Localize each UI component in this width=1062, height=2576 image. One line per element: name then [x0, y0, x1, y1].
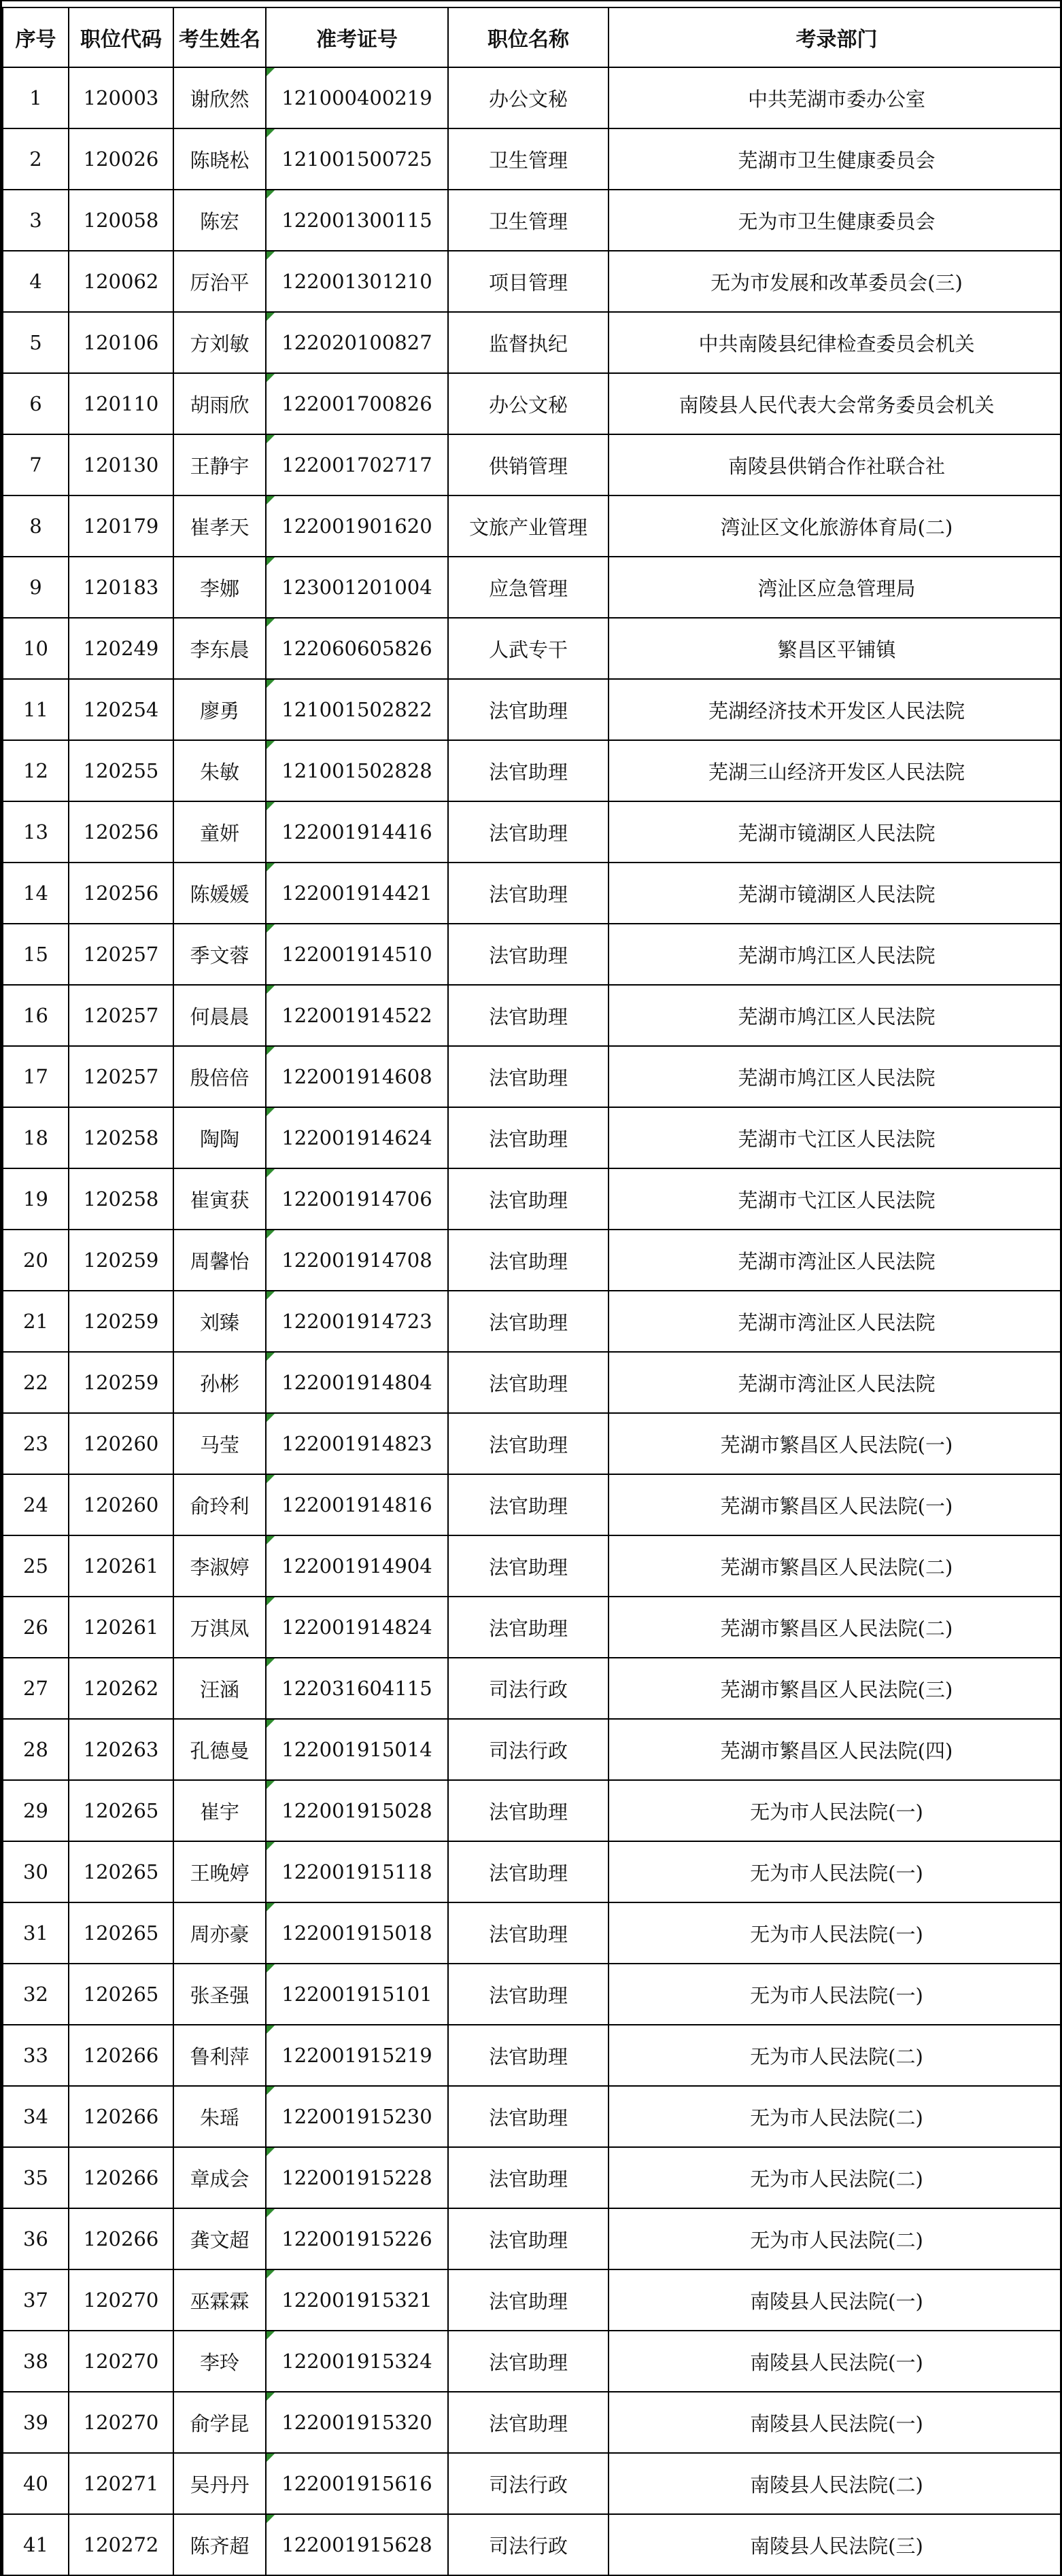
candidate-name-cell: 陈宏: [173, 190, 266, 251]
position-code-cell: 120261: [69, 1535, 173, 1597]
department-cell: 无为市人民法院(一): [609, 1841, 1062, 1902]
header-position-code: 职位代码: [69, 7, 173, 67]
position-name-cell: 法官助理: [448, 2331, 609, 2392]
exam-id-cell: 122001915018: [266, 1902, 448, 1964]
exam-id-cell: 122001914608: [266, 1046, 448, 1107]
candidate-name-cell: 童妍: [173, 801, 266, 863]
department-cell: 芜湖三山经济开发区人民法院: [609, 740, 1062, 801]
candidate-name-cell: 厉治平: [173, 251, 266, 312]
department-cell: 芜湖市镜湖区人民法院: [609, 801, 1062, 863]
exam-id-cell: 121001502828: [266, 740, 448, 801]
seq-cell: 33: [3, 2025, 69, 2086]
candidate-table: [2, 7, 1062, 2576]
seq-cell: 36: [3, 2208, 69, 2269]
table-body: [3, 67, 1062, 2575]
seq-cell: 15: [3, 924, 69, 985]
department-cell: 无为市卫生健康委员会: [609, 190, 1062, 251]
table-row: [3, 618, 1062, 679]
position-name-cell: 法官助理: [448, 1291, 609, 1352]
table-row: [3, 1413, 1062, 1474]
position-code-cell: 120257: [69, 985, 173, 1046]
position-name-cell: 司法行政: [448, 2453, 609, 2514]
candidate-name-cell: 陈媛媛: [173, 863, 266, 924]
seq-cell: 34: [3, 2086, 69, 2147]
candidate-name-cell: 马莹: [173, 1413, 266, 1474]
table-row: [3, 2208, 1062, 2269]
position-code-cell: 120254: [69, 679, 173, 740]
candidate-name-cell: 俞玲利: [173, 1474, 266, 1535]
seq-cell: 5: [3, 312, 69, 373]
department-cell: 南陵县人民法院(三): [609, 2514, 1062, 2575]
position-name-cell: 应急管理: [448, 557, 609, 618]
candidate-name-cell: 朱敏: [173, 740, 266, 801]
position-name-cell: 法官助理: [448, 1841, 609, 1902]
department-cell: 芜湖市鸠江区人民法院: [609, 924, 1062, 985]
position-code-cell: 120106: [69, 312, 173, 373]
exam-id-cell: 122060605826: [266, 618, 448, 679]
seq-cell: 39: [3, 2392, 69, 2453]
department-cell: 湾沚区文化旅游体育局(二): [609, 495, 1062, 557]
exam-id-cell: 122001915321: [266, 2269, 448, 2331]
position-code-cell: 120179: [69, 495, 173, 557]
position-name-cell: 文旅产业管理: [448, 495, 609, 557]
position-code-cell: 120266: [69, 2025, 173, 2086]
table-row: [3, 1780, 1062, 1841]
seq-cell: 8: [3, 495, 69, 557]
seq-cell: 10: [3, 618, 69, 679]
position-name-cell: 法官助理: [448, 1535, 609, 1597]
header-position-name: 职位名称: [448, 7, 609, 67]
department-cell: 无为市人民法院(一): [609, 1902, 1062, 1964]
seq-cell: 30: [3, 1841, 69, 1902]
table-header-row: [3, 7, 1062, 67]
position-code-cell: 120271: [69, 2453, 173, 2514]
table-row: [3, 312, 1062, 373]
seq-cell: 19: [3, 1168, 69, 1230]
candidate-name-cell: 周亦豪: [173, 1902, 266, 1964]
position-code-cell: 120130: [69, 434, 173, 495]
candidate-name-cell: 周馨怡: [173, 1230, 266, 1291]
position-name-cell: 司法行政: [448, 2514, 609, 2575]
table-row: [3, 2514, 1062, 2575]
exam-id-cell: 121001500725: [266, 128, 448, 190]
exam-id-cell: 122001914823: [266, 1413, 448, 1474]
exam-id-cell: 122001915226: [266, 2208, 448, 2269]
exam-id-cell: 122001915028: [266, 1780, 448, 1841]
position-name-cell: 法官助理: [448, 1964, 609, 2025]
candidate-name-cell: 崔孝天: [173, 495, 266, 557]
position-code-cell: 120265: [69, 1780, 173, 1841]
exam-id-cell: 122001915219: [266, 2025, 448, 2086]
position-name-cell: 司法行政: [448, 1658, 609, 1719]
table-row: [3, 1719, 1062, 1780]
candidate-name-cell: 陶陶: [173, 1107, 266, 1168]
position-code-cell: 120062: [69, 251, 173, 312]
position-code-cell: 120262: [69, 1658, 173, 1719]
department-cell: 芜湖市弋江区人民法院: [609, 1168, 1062, 1230]
position-code-cell: 120058: [69, 190, 173, 251]
exam-id-cell: 122001300115: [266, 190, 448, 251]
position-code-cell: 120270: [69, 2331, 173, 2392]
department-cell: 无为市发展和改革委员会(三): [609, 251, 1062, 312]
candidate-name-cell: 陈晓松: [173, 128, 266, 190]
table-row: [3, 1964, 1062, 2025]
exam-id-cell: 122001915118: [266, 1841, 448, 1902]
position-name-cell: 监督执纪: [448, 312, 609, 373]
table-row: [3, 985, 1062, 1046]
position-name-cell: 法官助理: [448, 801, 609, 863]
position-name-cell: 法官助理: [448, 2392, 609, 2453]
exam-id-cell: 121001502822: [266, 679, 448, 740]
department-cell: 无为市人民法院(二): [609, 2025, 1062, 2086]
table-row: [3, 2453, 1062, 2514]
table-row: [3, 2392, 1062, 2453]
table-row: [3, 2331, 1062, 2392]
seq-cell: 37: [3, 2269, 69, 2331]
department-cell: 南陵县人民代表大会常务委员会机关: [609, 373, 1062, 434]
department-cell: 芜湖市繁昌区人民法院(一): [609, 1413, 1062, 1474]
exam-id-cell: 122001914824: [266, 1597, 448, 1658]
candidate-name-cell: 何晨晨: [173, 985, 266, 1046]
table-row: [3, 373, 1062, 434]
exam-id-cell: 122001914522: [266, 985, 448, 1046]
candidate-name-cell: 王晚婷: [173, 1841, 266, 1902]
seq-cell: 6: [3, 373, 69, 434]
position-name-cell: 法官助理: [448, 2025, 609, 2086]
exam-id-cell: 122001915228: [266, 2147, 448, 2208]
candidate-name-cell: 王静宇: [173, 434, 266, 495]
position-code-cell: 120266: [69, 2147, 173, 2208]
department-cell: 芜湖市弋江区人民法院: [609, 1107, 1062, 1168]
exam-id-cell: 122001915324: [266, 2331, 448, 2392]
candidate-name-cell: 龚文超: [173, 2208, 266, 2269]
candidate-name-cell: 季文蓉: [173, 924, 266, 985]
position-code-cell: 120266: [69, 2086, 173, 2147]
seq-cell: 27: [3, 1658, 69, 1719]
seq-cell: 4: [3, 251, 69, 312]
position-name-cell: 法官助理: [448, 1413, 609, 1474]
candidate-name-cell: 殷倍倍: [173, 1046, 266, 1107]
department-cell: 芜湖市鸠江区人民法院: [609, 1046, 1062, 1107]
candidate-name-cell: 崔宇: [173, 1780, 266, 1841]
position-name-cell: 办公文秘: [448, 67, 609, 128]
department-cell: 中共芜湖市委办公室: [609, 67, 1062, 128]
table-row: [3, 679, 1062, 740]
candidate-name-cell: 方刘敏: [173, 312, 266, 373]
exam-id-cell: 122001914723: [266, 1291, 448, 1352]
candidate-name-cell: 朱瑶: [173, 2086, 266, 2147]
table-row: [3, 740, 1062, 801]
table-row: [3, 1841, 1062, 1902]
table-row: [3, 2269, 1062, 2331]
candidate-name-cell: 章成会: [173, 2147, 266, 2208]
position-name-cell: 法官助理: [448, 2208, 609, 2269]
seq-cell: 40: [3, 2453, 69, 2514]
position-name-cell: 法官助理: [448, 1230, 609, 1291]
candidate-name-cell: 俞学昆: [173, 2392, 266, 2453]
table-row: [3, 1168, 1062, 1230]
exam-id-cell: 122020100827: [266, 312, 448, 373]
position-code-cell: 120265: [69, 1902, 173, 1964]
position-code-cell: 120026: [69, 128, 173, 190]
position-code-cell: 120259: [69, 1352, 173, 1413]
position-name-cell: 法官助理: [448, 1107, 609, 1168]
position-name-cell: 法官助理: [448, 1902, 609, 1964]
seq-cell: 2: [3, 128, 69, 190]
position-name-cell: 法官助理: [448, 863, 609, 924]
department-cell: 芜湖市繁昌区人民法院(二): [609, 1535, 1062, 1597]
header-department: 考录部门: [609, 7, 1062, 67]
department-cell: 无为市人民法院(二): [609, 2208, 1062, 2269]
position-code-cell: 120266: [69, 2208, 173, 2269]
table-row: [3, 1535, 1062, 1597]
candidate-name-cell: 汪涵: [173, 1658, 266, 1719]
seq-cell: 28: [3, 1719, 69, 1780]
position-code-cell: 120261: [69, 1597, 173, 1658]
position-name-cell: 法官助理: [448, 1168, 609, 1230]
candidate-name-cell: 张圣强: [173, 1964, 266, 2025]
candidate-name-cell: 鲁利萍: [173, 2025, 266, 2086]
position-name-cell: 法官助理: [448, 2269, 609, 2331]
seq-cell: 32: [3, 1964, 69, 2025]
position-code-cell: 120256: [69, 863, 173, 924]
exam-id-cell: 122001700826: [266, 373, 448, 434]
seq-cell: 16: [3, 985, 69, 1046]
position-name-cell: 司法行政: [448, 1719, 609, 1780]
position-code-cell: 120257: [69, 924, 173, 985]
position-name-cell: 卫生管理: [448, 190, 609, 251]
department-cell: 芜湖市卫生健康委员会: [609, 128, 1062, 190]
position-name-cell: 法官助理: [448, 1046, 609, 1107]
position-code-cell: 120260: [69, 1413, 173, 1474]
department-cell: 芜湖市鸠江区人民法院: [609, 985, 1062, 1046]
seq-cell: 3: [3, 190, 69, 251]
seq-cell: 29: [3, 1780, 69, 1841]
position-code-cell: 120263: [69, 1719, 173, 1780]
exam-id-cell: 122001915014: [266, 1719, 448, 1780]
table-row: [3, 1352, 1062, 1413]
table-row: [3, 128, 1062, 190]
department-cell: 南陵县人民法院(一): [609, 2392, 1062, 2453]
exam-id-cell: 122001914706: [266, 1168, 448, 1230]
seq-cell: 1: [3, 67, 69, 128]
header-seq: 序号: [3, 7, 69, 67]
department-cell: 中共南陵县纪律检查委员会机关: [609, 312, 1062, 373]
seq-cell: 18: [3, 1107, 69, 1168]
position-code-cell: 120003: [69, 67, 173, 128]
candidate-name-cell: 李娜: [173, 557, 266, 618]
department-cell: 芜湖市繁昌区人民法院(一): [609, 1474, 1062, 1535]
department-cell: 芜湖市湾沚区人民法院: [609, 1230, 1062, 1291]
position-name-cell: 法官助理: [448, 924, 609, 985]
exam-id-cell: 122001914624: [266, 1107, 448, 1168]
department-cell: 芜湖市繁昌区人民法院(二): [609, 1597, 1062, 1658]
table-row: [3, 1597, 1062, 1658]
position-name-cell: 法官助理: [448, 740, 609, 801]
seq-cell: 21: [3, 1291, 69, 1352]
seq-cell: 20: [3, 1230, 69, 1291]
exam-id-cell: 122001915101: [266, 1964, 448, 2025]
position-code-cell: 120256: [69, 801, 173, 863]
position-name-cell: 供销管理: [448, 434, 609, 495]
exam-id-cell: 121000400219: [266, 67, 448, 128]
candidate-name-cell: 李玲: [173, 2331, 266, 2392]
exam-id-cell: 122001901620: [266, 495, 448, 557]
header-candidate-name: 考生姓名: [173, 7, 266, 67]
position-name-cell: 法官助理: [448, 1597, 609, 1658]
position-code-cell: 120255: [69, 740, 173, 801]
exam-id-cell: 122001301210: [266, 251, 448, 312]
table-row: [3, 1291, 1062, 1352]
top-border: [2, 0, 1062, 1]
position-name-cell: 法官助理: [448, 1352, 609, 1413]
table-row: [3, 801, 1062, 863]
department-cell: 芜湖市镜湖区人民法院: [609, 863, 1062, 924]
candidate-name-cell: 廖勇: [173, 679, 266, 740]
candidate-name-cell: 谢欣然: [173, 67, 266, 128]
department-cell: 无为市人民法院(二): [609, 2086, 1062, 2147]
candidate-name-cell: 胡雨欣: [173, 373, 266, 434]
candidate-name-cell: 吴丹丹: [173, 2453, 266, 2514]
exam-id-cell: 122001914416: [266, 801, 448, 863]
table-row: [3, 1230, 1062, 1291]
candidate-name-cell: 李东晨: [173, 618, 266, 679]
position-code-cell: 120270: [69, 2392, 173, 2453]
table-row: [3, 1107, 1062, 1168]
candidate-name-cell: 李淑婷: [173, 1535, 266, 1597]
position-name-cell: 项目管理: [448, 251, 609, 312]
position-name-cell: 办公文秘: [448, 373, 609, 434]
seq-cell: 41: [3, 2514, 69, 2575]
department-cell: 繁昌区平铺镇: [609, 618, 1062, 679]
position-name-cell: 卫生管理: [448, 128, 609, 190]
header-exam-id: 准考证号: [266, 7, 448, 67]
table-row: [3, 1474, 1062, 1535]
position-name-cell: 法官助理: [448, 1780, 609, 1841]
exam-id-cell: 122001914510: [266, 924, 448, 985]
position-code-cell: 120265: [69, 1841, 173, 1902]
table-row: [3, 495, 1062, 557]
seq-cell: 25: [3, 1535, 69, 1597]
table-row: [3, 2025, 1062, 2086]
candidate-name-cell: 刘臻: [173, 1291, 266, 1352]
position-code-cell: 120258: [69, 1168, 173, 1230]
exam-id-cell: 122001914804: [266, 1352, 448, 1413]
table-row: [3, 2147, 1062, 2208]
position-code-cell: 120272: [69, 2514, 173, 2575]
department-cell: 芜湖市繁昌区人民法院(三): [609, 1658, 1062, 1719]
department-cell: 无为市人民法院(二): [609, 2147, 1062, 2208]
candidate-name-cell: 陈齐超: [173, 2514, 266, 2575]
department-cell: 南陵县人民法院(一): [609, 2331, 1062, 2392]
exam-id-cell: 122001702717: [266, 434, 448, 495]
exam-id-cell: 122001915320: [266, 2392, 448, 2453]
candidate-name-cell: 巫霖霖: [173, 2269, 266, 2331]
position-code-cell: 120265: [69, 1964, 173, 2025]
department-cell: 湾沚区应急管理局: [609, 557, 1062, 618]
position-code-cell: 120110: [69, 373, 173, 434]
table-row: [3, 557, 1062, 618]
seq-cell: 24: [3, 1474, 69, 1535]
exam-id-cell: 122001915616: [266, 2453, 448, 2514]
table-row: [3, 251, 1062, 312]
seq-cell: 14: [3, 863, 69, 924]
position-name-cell: 法官助理: [448, 679, 609, 740]
seq-cell: 11: [3, 679, 69, 740]
seq-cell: 13: [3, 801, 69, 863]
seq-cell: 23: [3, 1413, 69, 1474]
exam-id-cell: 123001201004: [266, 557, 448, 618]
department-cell: 无为市人民法院(一): [609, 1964, 1062, 2025]
exam-id-cell: 122001914816: [266, 1474, 448, 1535]
position-name-cell: 法官助理: [448, 985, 609, 1046]
department-cell: 南陵县人民法院(二): [609, 2453, 1062, 2514]
table-row: [3, 2086, 1062, 2147]
seq-cell: 26: [3, 1597, 69, 1658]
position-code-cell: 120249: [69, 618, 173, 679]
candidate-name-cell: 万淇凤: [173, 1597, 266, 1658]
department-cell: 芜湖市湾沚区人民法院: [609, 1352, 1062, 1413]
seq-cell: 31: [3, 1902, 69, 1964]
table-row: [3, 863, 1062, 924]
position-code-cell: 120270: [69, 2269, 173, 2331]
table-row: [3, 434, 1062, 495]
exam-id-cell: 122001914904: [266, 1535, 448, 1597]
position-code-cell: 120260: [69, 1474, 173, 1535]
seq-cell: 35: [3, 2147, 69, 2208]
exam-id-cell: 122001914421: [266, 863, 448, 924]
position-name-cell: 法官助理: [448, 2086, 609, 2147]
seq-cell: 7: [3, 434, 69, 495]
department-cell: 芜湖经济技术开发区人民法院: [609, 679, 1062, 740]
exam-id-cell: 122031604115: [266, 1658, 448, 1719]
department-cell: 南陵县供销合作社联合社: [609, 434, 1062, 495]
position-name-cell: 法官助理: [448, 1474, 609, 1535]
seq-cell: 22: [3, 1352, 69, 1413]
exam-id-cell: 122001915628: [266, 2514, 448, 2575]
position-name-cell: 法官助理: [448, 2147, 609, 2208]
department-cell: 芜湖市湾沚区人民法院: [609, 1291, 1062, 1352]
table-row: [3, 1902, 1062, 1964]
position-code-cell: 120258: [69, 1107, 173, 1168]
position-name-cell: 人武专干: [448, 618, 609, 679]
candidate-name-cell: 孔德曼: [173, 1719, 266, 1780]
position-code-cell: 120183: [69, 557, 173, 618]
position-code-cell: 120259: [69, 1230, 173, 1291]
table-row: [3, 1658, 1062, 1719]
department-cell: 无为市人民法院(一): [609, 1780, 1062, 1841]
seq-cell: 38: [3, 2331, 69, 2392]
position-code-cell: 120257: [69, 1046, 173, 1107]
table-row: [3, 67, 1062, 128]
candidate-name-cell: 孙彬: [173, 1352, 266, 1413]
candidate-name-cell: 崔寅获: [173, 1168, 266, 1230]
department-cell: 南陵县人民法院(一): [609, 2269, 1062, 2331]
table-row: [3, 190, 1062, 251]
position-code-cell: 120259: [69, 1291, 173, 1352]
department-cell: 芜湖市繁昌区人民法院(四): [609, 1719, 1062, 1780]
table-row: [3, 1046, 1062, 1107]
table-row: [3, 924, 1062, 985]
seq-cell: 12: [3, 740, 69, 801]
seq-cell: 9: [3, 557, 69, 618]
exam-id-cell: 122001914708: [266, 1230, 448, 1291]
seq-cell: 17: [3, 1046, 69, 1107]
exam-id-cell: 122001915230: [266, 2086, 448, 2147]
